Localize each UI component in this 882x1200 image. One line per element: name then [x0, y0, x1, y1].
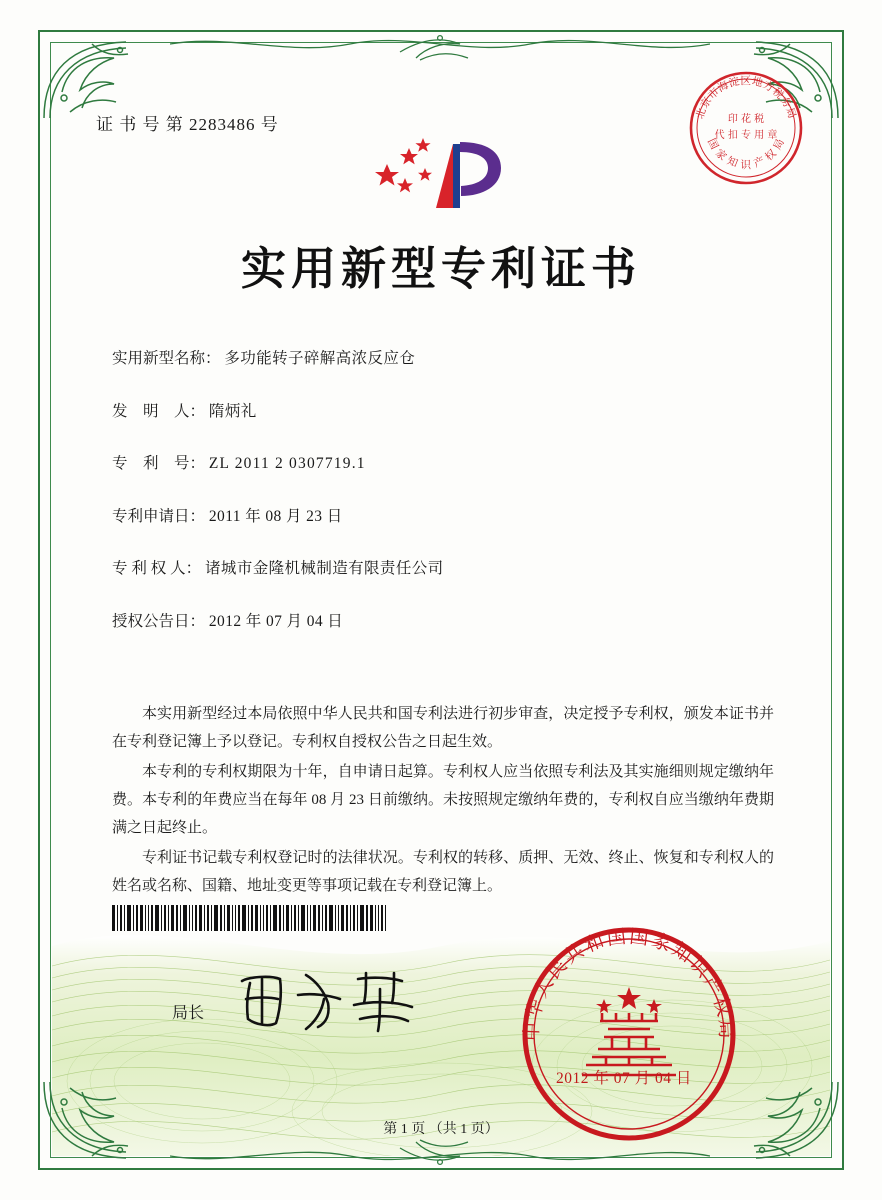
barcode-bar	[291, 905, 292, 931]
body-paragraph: 本实用新型经过本局依照中华人民共和国专利法进行初步审查，决定授予专利权，颁发本证书并在专利登记簿上予以登记。专利权自授权公告之日起生效。	[112, 706, 774, 750]
barcode-bar	[120, 905, 122, 931]
barcode-bar	[136, 905, 138, 931]
barcode-bar	[286, 905, 289, 931]
barcode-bar	[248, 905, 249, 931]
tax-stamp-line-1: 印 花 税	[727, 114, 765, 125]
seal-arc-text: 中华人民共和国国家知识产权局	[520, 925, 738, 1042]
barcode-bar	[255, 905, 258, 931]
body-paragraph: 本专利的专利权期限为十年，自申请日起算。专利权人应当依照专利法及其实施细则规定缴纳年费。本专利的年费应当在每年 08 月 23 日前缴纳。未按照规定缴纳年费的，专利权自应当缴纳年费期满之日起终止。	[112, 764, 774, 836]
barcode-bar	[148, 905, 149, 931]
barcode-bar	[341, 905, 344, 931]
barcode-bar	[124, 905, 125, 931]
barcode-bar	[353, 905, 355, 931]
field-row	[112, 508, 772, 527]
field-label: 授权公告日：	[112, 612, 206, 630]
barcode-bar	[263, 905, 264, 931]
barcode-bar	[117, 905, 118, 931]
field-value: 2011 年 08 月 23 日	[208, 507, 343, 525]
field-label: 发 明 人：	[112, 402, 206, 420]
barcode-bar	[329, 905, 333, 931]
barcode	[112, 905, 388, 931]
barcode-bar	[164, 905, 166, 931]
barcode-bar	[301, 905, 305, 931]
barcode-bar	[235, 905, 236, 931]
body-paragraph: 专利证书记载专利权登记时的法律状况。专利权的转移、质押、无效、终止、恢复和专利权人的姓名或名称、国籍、地址变更等事项记载在专利登记簿上。	[112, 850, 774, 894]
field-value: ZL 2011 2 0307719.1	[208, 455, 366, 473]
barcode-bar	[313, 905, 316, 931]
field-value: 隋炳礼	[208, 402, 257, 420]
barcode-bar	[189, 905, 190, 931]
barcode-bar	[357, 905, 358, 931]
barcode-bar	[325, 905, 327, 931]
seal-date: 2012 年 07 月 04 日	[556, 1070, 692, 1087]
field-row	[112, 560, 772, 579]
barcode-bar	[195, 905, 197, 931]
barcode-bar	[322, 905, 323, 931]
barcode-bar	[211, 905, 212, 931]
barcode-bar	[307, 905, 308, 931]
tax-stamp-arc-top: 北京市海淀区地方税务局	[693, 75, 799, 121]
barcode-bar	[338, 905, 339, 931]
barcode-bar	[279, 905, 281, 931]
national-intellectual-property-seal	[520, 925, 738, 1143]
svg-text:国 家 知 识 产 权 局	[705, 137, 787, 171]
barcode-bar	[266, 905, 268, 931]
barcode-bar	[242, 905, 246, 931]
barcode-bar	[214, 905, 218, 931]
barcode-bar	[171, 905, 174, 931]
barcode-bar	[360, 905, 364, 931]
barcode-bar	[232, 905, 233, 931]
legal-body-text	[112, 700, 774, 902]
barcode-bar	[260, 905, 261, 931]
barcode-bar	[366, 905, 368, 931]
barcode-bar	[192, 905, 193, 931]
barcode-bar	[168, 905, 169, 931]
certificate-number: 证 书 号 第 2283486 号	[96, 115, 279, 134]
barcode-bar	[176, 905, 178, 931]
barcode-bar	[207, 905, 209, 931]
barcode-bar	[298, 905, 299, 931]
field-row	[112, 403, 772, 422]
tax-stamp-arc-bottom: 国 家 知 识 产 权 局	[704, 136, 788, 171]
page-title: 实用新型专利证书	[240, 242, 641, 295]
barcode-bar	[294, 905, 296, 931]
barcode-bar	[370, 905, 373, 931]
barcode-bar	[161, 905, 162, 931]
barcode-bar	[220, 905, 222, 931]
cnipa-patent-logo	[375, 130, 525, 216]
barcode-bar	[283, 905, 284, 931]
barcode-bar	[350, 905, 351, 931]
field-value: 多功能转子碎解高浓反应仓	[224, 350, 416, 367]
barcode-bar	[375, 905, 376, 931]
barcode-bar	[183, 905, 187, 931]
barcode-bar	[310, 905, 311, 931]
field-value: 2012 年 07 月 04 日	[208, 612, 344, 630]
barcode-bar	[335, 905, 336, 931]
barcode-bar	[381, 905, 383, 931]
tax-stamp	[688, 70, 804, 186]
svg-text:中华人民共和国国家知识产权局	[521, 925, 738, 1041]
barcode-bar	[346, 905, 348, 931]
barcode-bar	[199, 905, 202, 931]
barcode-bar	[127, 905, 131, 931]
field-row	[112, 613, 772, 632]
barcode-bar	[273, 905, 277, 931]
field-label: 实用新型名称：	[112, 350, 221, 367]
barcode-bar	[251, 905, 253, 931]
barcode-bar	[227, 905, 230, 931]
tax-stamp-line-2: 代 扣 专 用 章	[714, 130, 778, 141]
field-value: 诸城市金隆机械制造有限责任公司	[205, 560, 444, 578]
barcode-bar	[140, 905, 143, 931]
director-signature	[228, 965, 448, 1037]
barcode-bar	[385, 905, 386, 931]
patent-fields	[112, 350, 772, 666]
barcode-bar	[151, 905, 153, 931]
barcode-bar	[318, 905, 320, 931]
field-label: 专利申请日：	[112, 507, 206, 525]
field-label: 专 利 权 人：	[112, 560, 202, 578]
barcode-bar	[155, 905, 159, 931]
barcode-bar	[112, 905, 115, 931]
barcode-bar	[180, 905, 181, 931]
barcode-bar	[378, 905, 379, 931]
barcode-bar	[145, 905, 146, 931]
barcode-bar	[270, 905, 271, 931]
director-label: 局长	[172, 1005, 205, 1022]
barcode-bar	[238, 905, 240, 931]
barcode-bar	[204, 905, 205, 931]
page-footer: 第 1 页 （共 1 页）	[383, 1122, 499, 1137]
field-row	[112, 455, 772, 474]
field-label: 专 利 号：	[112, 455, 206, 473]
field-row	[112, 350, 772, 369]
barcode-bar	[133, 905, 134, 931]
barcode-bar	[224, 905, 225, 931]
